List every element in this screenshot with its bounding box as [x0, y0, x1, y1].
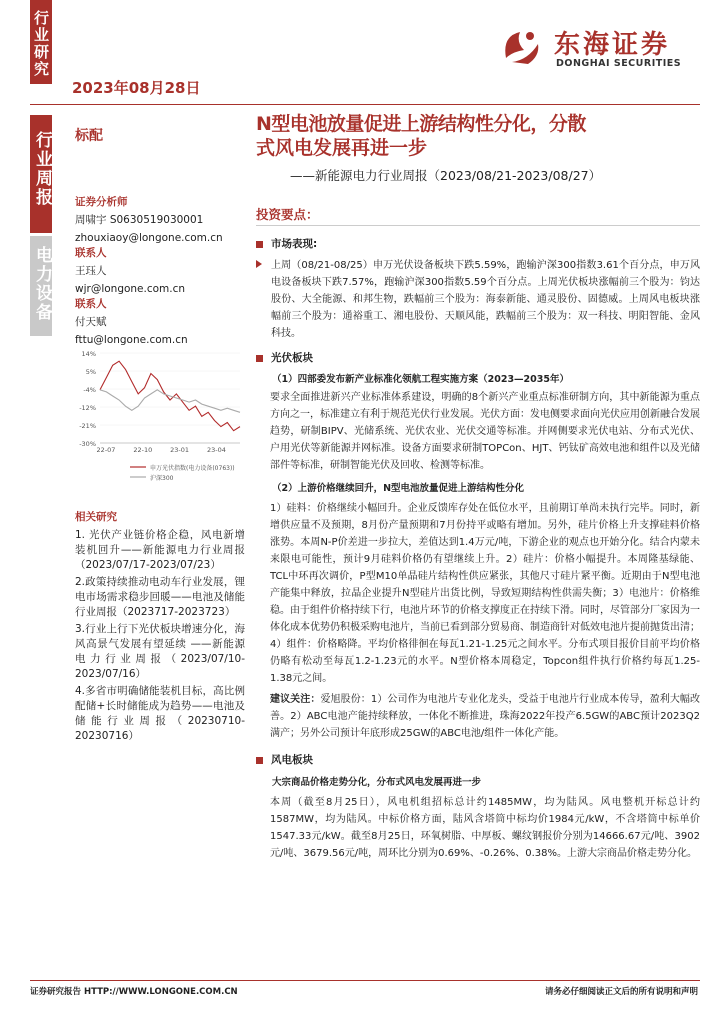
pv-rec-text: 爱旭股份：1）公司作为电池片专业化龙头，受益于电池片行业成本传导，盈利大幅改善。2）ABC电池产能持续释放，一体化不断推进，珠海2022年投产6.5GW的ABC预计2023Q2满产；另外公司预计年底形成25GW的ABC电池/组件一体化产能。 [270, 694, 700, 739]
title-line2: 式风电发展再进一步 [256, 137, 428, 159]
square-bullet-icon [256, 355, 263, 362]
pv-paragraph-2: 1）硅料：价格继续小幅回升。企业反馈库存处在低位水平，且前期订单尚未执行完毕。同时，新增供应量不及预期，8月份产量预期和7月份持平或略有增加。另外，硅片价格上升支撑硅料价格涨势。本周N-P价差进一步拉大，差值达到1.4万元/吨，下游企业的观点也开始分化。结合内蒙未来限电可能性，预计9月硅料价格仍有望继续上升。2）硅片：价格小幅提升。本周隆基绿能、TCL中环再次调价，P型M10单晶硅片结构性供应紧张，其他尺寸硅片紧平衡。近期由于N型电池产能集中释放，拉晶企业提升N型硅片出货比例，导致短期结构性供需失衡；3）电池片：价格维稳。由于组件价格持续下行，电池片环节的价格支撑度正在持续下滑。同时，尽管部分厂家因为一体化成本优势仍积极采购电池片，当前已看到部分贸易商、制造商针对低效电池片提前抛货出清；4）组件：价格略降。平均价格徘徊在每瓦1.21-1.25元之间水平。分布式项目报价目前平均价格仍略有松动至每瓦1.2-1.23元的水平。N型价格本周稳定，Topcon组件执行价格约每瓦1.25-1.38元之间。 [270, 503, 700, 684]
rating: 标配 [75, 128, 103, 144]
report-subtitle: ——新能源电力行业周报（2023/08/21-2023/08/27） [290, 168, 602, 183]
wind-head: 风电板块 [256, 752, 700, 767]
related-item[interactable]: 1. 光伏产业链价格企稳，风电新增装机回升——新能源电力行业周报（2023/07/17-2023/07/23） [75, 529, 245, 571]
square-bullet-icon [256, 757, 263, 764]
wind-sub: 大宗商品价格走势分化，分布式风电发展再进一步 [272, 777, 482, 788]
category-tag-bar [30, 0, 52, 84]
category-tag: 行业研究 [32, 10, 50, 78]
side-tab-weekly [30, 115, 52, 233]
analyst-email[interactable]: zhouxiaoy@longone.com.cn [75, 232, 223, 244]
contact-name-2: 付天赋 [75, 316, 107, 328]
side-tab-weekly-label: 行业周报 [32, 131, 52, 207]
report-date: 2023年08月28日 [72, 79, 201, 97]
square-bullet-icon [256, 241, 263, 248]
contact-head-1: 联系人 [75, 247, 107, 259]
analyst-head: 证券分析师 [75, 196, 128, 208]
pv-section [256, 350, 700, 742]
pv-sub2: （2）上游价格继续回升，N型电池放量促进上游结构性分化 [272, 483, 525, 494]
x-tick-label: 22-10 [133, 446, 153, 454]
related-research [75, 510, 245, 744]
logo-en: DONGHAI SECURITIES [556, 58, 682, 69]
side-tab-sector [30, 236, 52, 336]
footer-right: 请务必仔细阅读正文后的所有说明和声明 [544, 987, 698, 997]
related-item[interactable]: 4.多省市明确储能装机目标，高比例配储+长时储能成为趋势——电池及储能行业周报（20230710-20230716） [75, 685, 245, 742]
contact-email-2[interactable]: fttu@longone.com.cn [75, 334, 188, 346]
market-section [256, 236, 700, 342]
invest-head: 投资要点： [256, 207, 319, 222]
series-line-2 [100, 390, 240, 413]
pv-sub1: （1）四部委发布新产业标准化领航工程实施方案（2023—2035年） [272, 374, 569, 385]
contact-email-1[interactable]: wjr@longone.com.cn [75, 283, 186, 295]
y-tick-label: 14% [81, 350, 96, 358]
logo-cn: 东海证券 [554, 30, 671, 60]
y-tick-label: -12% [79, 404, 96, 412]
footer-left[interactable]: 证券研究报告 HTTP://WWW.LONGONE.COM.CN [30, 987, 238, 997]
side-tab-sector-label: 电力设备 [32, 246, 52, 322]
performance-chart [72, 345, 247, 495]
related-item[interactable]: 2.政策持续推动电动车行业发展，锂电市场需求稳步回暖——电池及储能行业周报（2023717-2023723） [75, 576, 245, 618]
market-head: 市场表现: [256, 236, 700, 251]
market-bullet [256, 257, 700, 342]
analyst-block [75, 195, 245, 348]
market-text: 上周（08/21-08/25）申万光伏设备板块下跌5.59%，跑输沪深300指数3.61个百分点，申万风电设备板块下跌7.57%，跑输沪深300指数5.59个百分点。上周光伏板块涨幅前三个股为：钧达股份、大全能源、和邦生物，跌幅前三个股为：海泰新能、通灵股份、固德威。上周风电板块涨幅前三个股为：通裕重工、湘电股份、天顺风能，跌幅前三个股为：双一科技、明阳智能、金风科技。 [271, 260, 700, 339]
analyst-name: 周啸宇 S0630519030001 [75, 214, 204, 226]
title-line1: N型电池放量促进上游结构性分化，分散 [256, 113, 586, 135]
contact-head-2: 联系人 [75, 298, 107, 310]
legend-label: 沪深300 [150, 475, 174, 482]
y-tick-label: 5% [85, 368, 96, 376]
related-item[interactable]: 3.行业上行下光伏板块增速分化，海风高景气发展有望延续 ——新能源电力行业周报（2023/07/10-2023/07/16） [75, 623, 245, 680]
pv-head: 光伏板块 [256, 350, 700, 365]
y-tick-label: -4% [83, 386, 96, 394]
wind-section [256, 752, 700, 862]
chart-svg [72, 345, 247, 495]
triangle-bullet-icon [256, 260, 262, 268]
header-rule [30, 104, 700, 105]
x-tick-label: 23-04 [206, 446, 226, 454]
logo [498, 18, 698, 74]
y-tick-label: -21% [79, 422, 96, 430]
pv-rec-label: 建议关注： [270, 694, 321, 705]
pv-recommendation [256, 691, 700, 742]
y-tick-label: -30% [79, 440, 96, 448]
footer-rule [30, 980, 700, 981]
x-tick-label: 22-07 [96, 446, 116, 454]
invest-rule [256, 225, 700, 226]
logo-emblem-icon [498, 24, 546, 68]
pv-paragraph-1: 要求全面推进新兴产业标准体系建设，明确的8个新兴产业重点标准研制方向，其中新能源为重点方向之一，标准建立有利于规范光伏行业发展。光伏方面：发电侧要求面向光伏应用创新融合发展趋势，研制BIPV、光储系统、光伏农业、光伏交通等标准。并网侧要求光伏电站、分布式光伏、户用光伏等新能源并网标准。设备方面要求研制TOPCon、HJT、钙钛矿高效电池和组件以及光储部件等标准，研制智能光伏及回收、检测等标准。 [270, 392, 700, 471]
contact-name-1: 王珏人 [75, 265, 107, 277]
related-head: 相关研究 [75, 511, 117, 523]
x-tick-label: 23-01 [170, 446, 190, 454]
legend-label: 申万光伏指数(电力设备(0763)) [150, 465, 235, 472]
report-title [256, 112, 700, 160]
wind-paragraph: 本周（截至8月25日），风电机组招标总计约1485MW，均为陆风。风电整机开标总计约1587MW，均为陆风。中标价格方面，陆风含塔筒中标均价1984元/kW，不含塔筒中标单价1547.33元/kW。截至8月25日，环氧树脂、中厚板、螺纹钢报价分别为14666.67元/吨、3902元/吨、3679.56元/吨，周环比分别为0.69%、-0.26%、0.38%。上游大宗商品价格走势分化。 [270, 797, 700, 859]
main-content [256, 205, 700, 862]
